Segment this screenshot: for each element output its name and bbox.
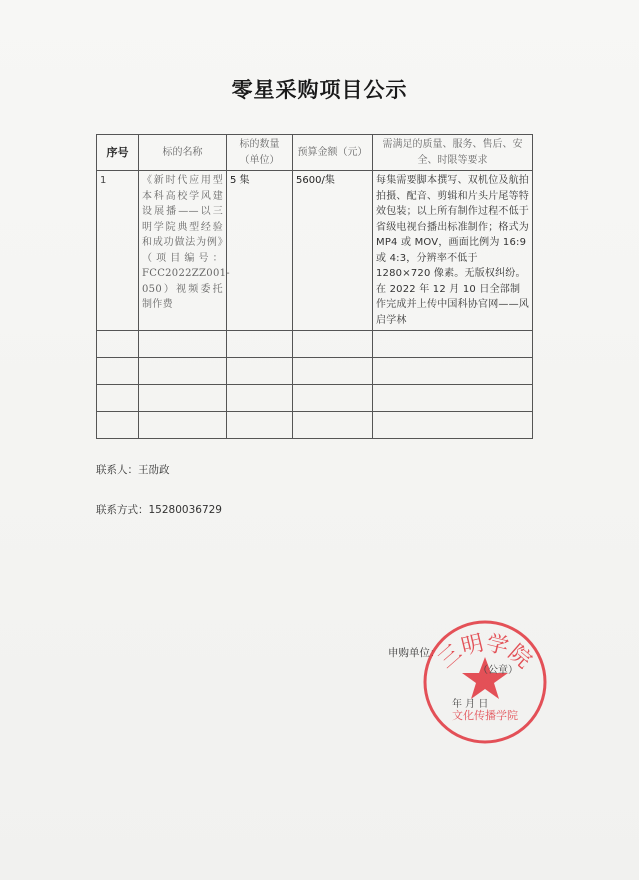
table-row-empty <box>97 358 533 385</box>
table-row-empty <box>97 331 533 358</box>
header-name: 标的名称 <box>139 135 227 171</box>
table-row-empty <box>97 412 533 439</box>
contact-person-value: 王劭政 <box>138 464 170 476</box>
date-line: 年 月 日 <box>452 699 489 710</box>
header-budget: 预算金额（元） <box>293 135 373 171</box>
contact-person <box>96 462 170 477</box>
contact-phone-value: 15280036729 <box>148 504 222 516</box>
cell-name: 《新时代应用型本科高校学风建设展播——以三明学院典型经验和成功做法为例》（项目编号：FCC2022ZZ001-050）视频委托制作费 <box>139 171 227 331</box>
contact-phone-label: 联系方式： <box>96 504 149 516</box>
seal-note: （公章） <box>478 665 518 676</box>
cell-qty: 5 集 <box>227 171 293 331</box>
seal-text-top: 三明学院 <box>433 630 537 674</box>
table-row-empty <box>97 385 533 412</box>
cell-budget: 5600/集 <box>293 171 373 331</box>
header-req: 需满足的质量、服务、售后、安全、时限等要求 <box>373 135 533 171</box>
cell-req: 每集需要脚本撰写、双机位及航拍拍摄、配音、剪辑和片头片尾等特效包装；以上所有制作过程不低于省级电视台播出标准制作；格式为 MP4 或 MOV，画面比例为 16:9 或 4:3，分辨率不低于 1280×720 像素。无版权纠纷。在 2022 年 12 月 10 日全部制作完成并上传中国科协官网——风启学林 <box>373 171 533 331</box>
contact-phone <box>96 502 222 517</box>
table-header-row <box>97 135 533 171</box>
procurement-table <box>96 134 533 439</box>
page-title: 零星采购项目公示 <box>231 78 408 102</box>
table-row <box>97 171 533 331</box>
header-no: 序号 <box>97 135 139 171</box>
header-qty: 标的数量（单位） <box>227 135 293 171</box>
contact-person-label: 联系人： <box>96 464 138 476</box>
cell-no: 1 <box>97 171 139 331</box>
seal-text-bottom: 文化传播学院 <box>452 709 518 722</box>
official-seal <box>420 617 550 747</box>
applicant-unit-label: 申购单位： <box>388 647 441 659</box>
